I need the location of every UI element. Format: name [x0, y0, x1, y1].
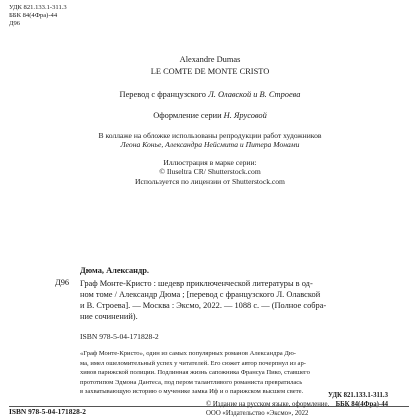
annotation-line: ма, имел ошеломительный успех у читателей. Его сюжет автор почерпнул из ар- — [80, 359, 306, 367]
illustration-line-1: Иллюстрация в марке серии: — [163, 158, 257, 167]
catalog-author-sign: Д96 — [55, 278, 70, 287]
illustration-credit — [0, 158, 420, 186]
catalog-line: и В. Строева]. — Москва : Эксмо, 2022. — 1088 с. — (Полное собра- — [80, 301, 327, 310]
designer: Н. Ярусовой — [223, 111, 267, 120]
author-sign: Д96 — [9, 20, 21, 27]
annotation — [80, 349, 390, 397]
collage-artists: Леона Конье, Александра Нейсмита и Питера Монами — [120, 140, 300, 150]
bbk-code-bottom: ББК 84(4Фра)-44 — [335, 400, 388, 408]
translation-prefix: Перевод с французского — [119, 90, 209, 99]
catalog-line: ном томе / Александр Дюма ; [перевод с французского Л. Олавской — [80, 290, 321, 299]
catalog-line: Граф Монте-Кристо : шедевр приключенческой литературы в од- — [80, 279, 313, 288]
annotation-line: прототипом Эдмона Дантеса, под пером талантливого романиста превратилась — [80, 378, 303, 386]
collage-line-1: В коллаже на обложке использованы репродукции работ художников — [98, 131, 322, 140]
original-author: Alexandre Dumas — [179, 55, 241, 64]
copyright — [206, 401, 329, 419]
bbk-code: ББК 84(4Фра)-44 — [9, 12, 58, 19]
footer-isbn: ISBN 978-5-04-171828-2 — [9, 407, 86, 416]
design-prefix: Оформление серии — [153, 111, 224, 120]
annotation-line: хивов парижской полиции. Подлинная жизнь сапожника Франсуа Пико, ставшего — [80, 369, 310, 377]
copyright-line-1: © Издание на русском языке, оформление. — [206, 401, 330, 408]
collage-credit — [0, 131, 420, 150]
copyright-line-2: ООО «Издательство «Эксмо», 2022 — [206, 409, 309, 417]
catalog-isbn: ISBN 978-5-04-171828-2 — [80, 332, 159, 341]
original-title: LE COMTE DE MONTE CRISTO — [150, 67, 270, 76]
udk-code-bottom: УДК 821.133.1-311.3 — [328, 392, 388, 399]
illustration-line-2: © Iluseltra CR/ Shutterstock.com — [159, 167, 261, 177]
annotation-line: «Граф Монте-Кристо», один из самых популярных романов Александра Дю- — [80, 350, 296, 357]
illustration-line-3: Используется по лицензии от Shutterstock.com — [135, 176, 285, 186]
udk-code: УДК 821.133.1-311.3 — [9, 4, 67, 11]
translators: Л. Олавской и В. Строева — [208, 90, 301, 99]
catalog-author-heading: Дюма, Александр. — [80, 266, 149, 275]
translation-credit — [0, 90, 420, 99]
annotation-line: в захватывающую историю о мученике замка Иф и о парижском высшем свете. — [80, 388, 304, 396]
udk-block — [9, 4, 67, 28]
catalog-line: ние сочинений). — [80, 312, 138, 321]
catalog-description — [80, 278, 380, 322]
design-credit — [0, 111, 420, 120]
